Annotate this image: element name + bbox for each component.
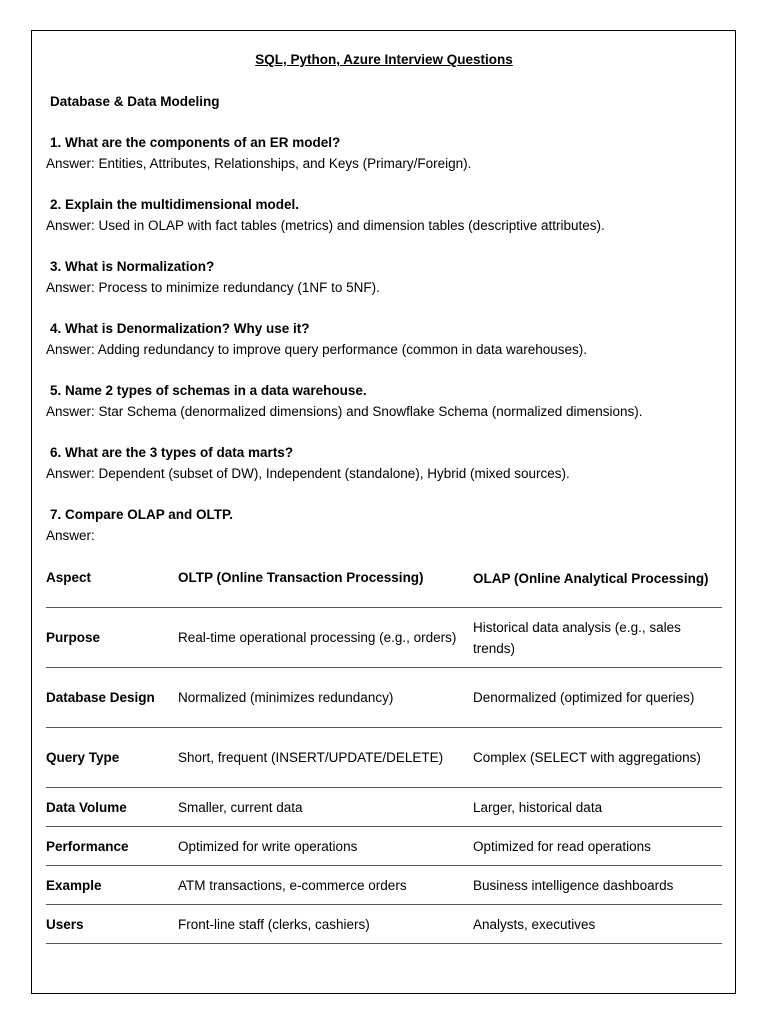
section-heading: Database & Data Modeling	[50, 94, 220, 109]
table-cell: Smaller, current data	[178, 799, 303, 815]
table-cell: Normalized (minimizes redundancy)	[178, 690, 394, 705]
answer-7: Answer:	[46, 528, 95, 543]
table-row	[46, 728, 722, 788]
table-cell: Example	[46, 877, 102, 893]
table-row	[46, 668, 722, 728]
table-cell: Users	[46, 916, 84, 932]
table-cell: Purpose	[46, 630, 101, 645]
table-cell: Complex (SELECT with aggregations)	[473, 750, 701, 765]
table-cell: Business intelligence dashboards	[473, 877, 674, 893]
table-cell: Optimized for write operations	[178, 838, 358, 854]
comparison-table	[46, 548, 722, 944]
answer-3: Answer: Process to minimize redundancy (1NF to 5NF).	[46, 280, 380, 295]
table-cell: Query Type	[46, 750, 120, 765]
answer-1: Answer: Entities, Attributes, Relationships, and Keys (Primary/Foreign).	[46, 156, 472, 171]
table-cell: ATM transactions, e-commerce orders	[178, 877, 407, 893]
table-row	[46, 866, 722, 905]
question-4: 4. What is Denormalization? Why use it?	[50, 321, 310, 336]
table-header-cell: OLAP (Online Analytical Processing)	[473, 571, 709, 586]
table-cell: Short, frequent (INSERT/UPDATE/DELETE)	[178, 750, 444, 765]
table-row	[46, 827, 722, 866]
answer-6: Answer: Dependent (subset of DW), Independent (standalone), Hybrid (mixed sources).	[46, 466, 570, 481]
question-2: 2. Explain the multidimensional model.	[50, 197, 300, 212]
table-header-cell: Aspect	[46, 570, 92, 585]
table-row	[46, 788, 722, 827]
table-row	[46, 905, 722, 944]
answer-4: Answer: Adding redundancy to improve query performance (common in data warehouses).	[46, 342, 588, 357]
table-cell: Real-time operational processing (e.g., orders)	[178, 630, 457, 645]
document-title: SQL, Python, Azure Interview Questions	[255, 52, 513, 67]
table-cell: Data Volume	[46, 799, 127, 815]
table-header-cell: OLTP (Online Transaction Processing)	[178, 570, 424, 585]
table-cell: Optimized for read operations	[473, 838, 651, 854]
table-cell: Performance	[46, 838, 129, 854]
table-cell: Larger, historical data	[473, 799, 603, 815]
answer-5: Answer: Star Schema (denormalized dimensions) and Snowflake Schema (normalized dimensions).	[46, 404, 643, 419]
answer-2: Answer: Used in OLAP with fact tables (metrics) and dimension tables (descriptive attributes).	[46, 218, 605, 233]
table-cell: Front-line staff (clerks, cashiers)	[178, 916, 370, 932]
table-cell: Denormalized (optimized for queries)	[473, 690, 695, 705]
question-7: 7. Compare OLAP and OLTP.	[50, 507, 234, 522]
table-row	[46, 608, 722, 668]
question-1: 1. What are the components of an ER model?	[50, 135, 341, 150]
question-6: 6. What are the 3 types of data marts?	[50, 445, 294, 460]
question-3: 3. What is Normalization?	[50, 259, 215, 274]
table-cell: Historical data analysis (e.g., sales trends)	[473, 619, 681, 656]
table-cell: Analysts, executives	[473, 916, 596, 932]
table-cell: Database Design	[46, 690, 155, 705]
question-5: 5. Name 2 types of schemas in a data warehouse.	[50, 383, 367, 398]
table-header-row	[46, 548, 722, 608]
